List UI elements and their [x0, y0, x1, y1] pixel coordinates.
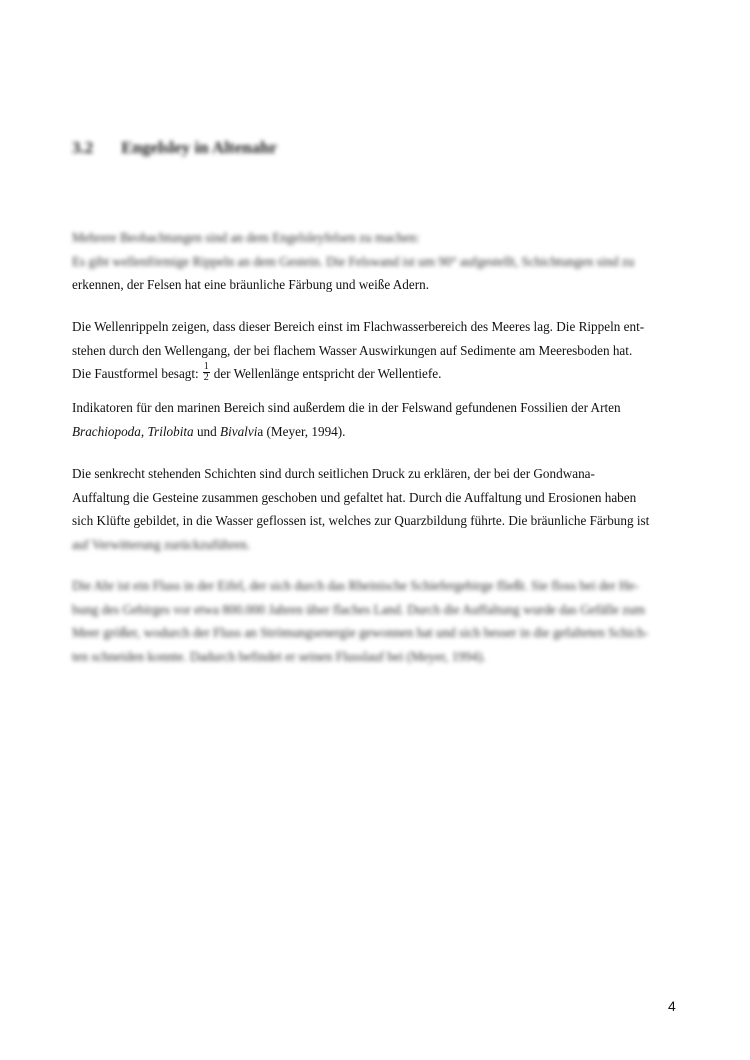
section-title: Engelsley in Altenahr	[121, 138, 278, 157]
text-line: stehen durch den Wellengang, der bei flachem Wasser Auswirkungen auf Sedimente am Meeresboden hat.	[72, 342, 633, 358]
text-line: bung des Gebirges vor etwa 800.000 Jahren über flaches Land. Durch die Auffaltung wurde das Gefälle zum	[72, 601, 645, 617]
formula-prefix: Die Faustformel besagt:	[72, 366, 199, 381]
paragraph-layers	[72, 462, 682, 556]
text-line: Auffaltung die Gesteine zusammen geschoben und gefaltet hat. Durch die Auffaltung und Erosionen haben	[72, 489, 637, 505]
formula-suffix: der Wellenlänge entspricht der Wellentiefe.	[213, 366, 442, 381]
fossil-line	[72, 420, 682, 444]
section-number: 3.2	[72, 138, 94, 157]
text-line: ten schneiden konnte. Dadurch befindet er seinen Flusslauf bei (Meyer, 1994).	[72, 648, 486, 664]
text-line: erkennen, der Felsen hat eine bräunliche Färbung und weiße Adern.	[72, 277, 430, 292]
fraction-numerator: 1	[203, 361, 209, 373]
conjunction: und	[196, 423, 217, 439]
fraction-denominator: 2	[203, 372, 209, 384]
paragraph-ahr	[72, 574, 682, 668]
section-heading	[72, 138, 277, 158]
paragraph-intro	[72, 226, 682, 297]
text-line: sich Klüfte gebildet, in die Wasser geflossen ist, welches zur Quarzbildung führte. Die bräunliche Färbung ist	[72, 513, 650, 528]
text-line: Mehrere Beobachtungen sind an dem Engelsleyfelsen zu machen:	[72, 230, 420, 245]
text-line: auf Verwitterung zurückzuführen.	[72, 536, 251, 552]
text-line: Die Wellenrippeln zeigen, dass dieser Bereich einst im Flachwasserbereich des Meeres lag. Die Rippeln ent-	[72, 319, 645, 334]
text-line: Die Ahr ist ein Fluss in der Eifel, der sich durch das Rheinische Schiefergebirge fließt. Sie floss bei der He-	[72, 578, 639, 593]
taxa-italic: Brachiopoda, Trilobita	[72, 423, 194, 439]
citation: a (Meyer, 1994).	[257, 423, 346, 439]
text-line: Meer größer, wodurch der Fluss an Strömungsenergie gewonnen hat und sich besser in die gefalteten Schich-	[72, 625, 649, 640]
text-line: Die senkrecht stehenden Schichten sind durch seitlichen Druck zu erklären, der bei der Gondwana-	[72, 466, 595, 481]
text-line: Es gibt wellenförmige Rippeln an dem Gestein. Die Felswand ist um 90° aufgestellt, Schichtungen sind zu	[72, 253, 635, 269]
formula-line	[72, 362, 682, 386]
taxa-italic: Bivalvi	[220, 423, 258, 439]
page-number: 4	[668, 998, 676, 1014]
text-line: Indikatoren für den marinen Bereich sind außerdem die in der Felswand gefundenen Fossilien der Arten	[72, 400, 621, 415]
fraction	[203, 362, 210, 383]
paragraph-waves	[72, 315, 682, 386]
paragraph-fossils	[72, 396, 682, 443]
